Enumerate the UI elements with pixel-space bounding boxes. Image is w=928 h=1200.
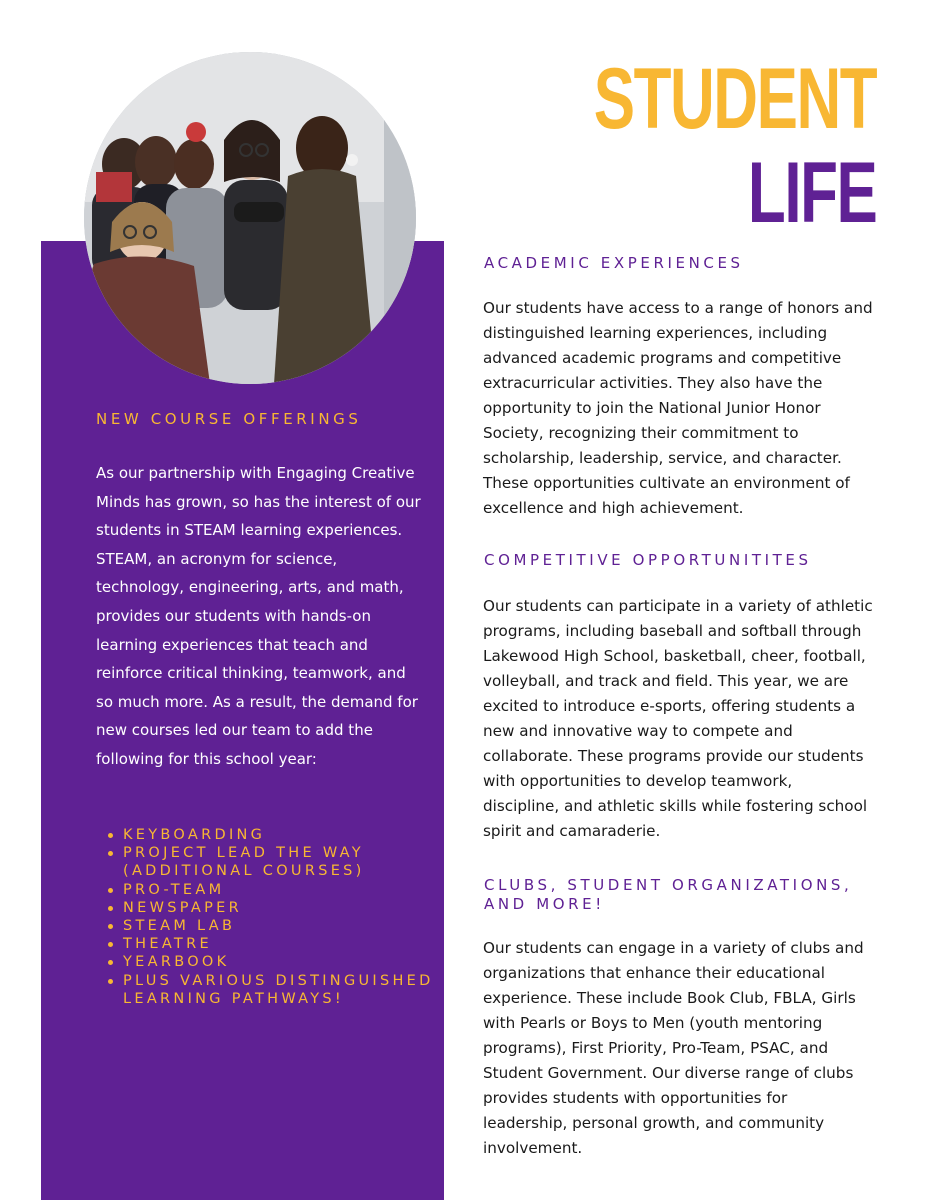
title-student: STUDENT <box>593 51 876 147</box>
group-photo-of-students-icon <box>84 52 416 384</box>
heading-clubs-organizations: CLUBS, STUDENT ORGANIZATIONS, AND MORE! <box>484 876 853 913</box>
students-group-photo <box>84 52 416 384</box>
new-course-list <box>104 826 443 1008</box>
list-item: PROJECT LEAD THE WAY (ADDITIONAL COURSES) <box>123 844 443 880</box>
list-item: PRO-TEAM <box>123 881 443 899</box>
clubs-organizations-body: Our students can engage in a variety of clubs and organizations that enhance their educational experience. These include Book Club, FBLA, Girls with Pearls or Boys to Men (youth mentoring programs), First Priority, Pro-Team, PSAC, and Student Government. Our diverse range of clubs provides students with opportunities for leadership, personal growth, and community involvement. <box>483 939 864 1157</box>
list-item: YEARBOOK <box>123 953 443 971</box>
heading-academic-experiences: ACADEMIC EXPERIENCES <box>484 254 744 272</box>
competitive-opportunities-body: Our students can participate in a variety of athletic programs, including baseball and softball through Lakewood High School, basketball, cheer, football, volleyball, and track and field. This year, we are excited to introduce e-sports, offering students a new and innovative way to compete and collaborate. These programs provide our students with opportunities to develop teamwork, discipline, and athletic skills while fostering school spirit and camaraderie. <box>483 597 873 840</box>
new-course-offerings-body: As our partnership with Engaging Creative Minds has grown, so has the interest of our students in STEAM learning experiences. STEAM, an acronym for science, technology, engineering, arts, and math, provides our students with hands-on learning experiences that teach and reinforce critical thinking, teamwork, and so much more. As a result, the demand for new courses led our team to add the following for this school year: <box>96 464 421 768</box>
title-life: LIFE <box>747 145 876 241</box>
academic-experiences-body: Our students have access to a range of honors and distinguished learning experiences, including advanced academic programs and competitive extracurricular activities. They also have the opportunity to join the National Junior Honor Society, recognizing their commitment to scholarship, leadership, service, and character. These opportunities cultivate an environment of excellence and high achievement. <box>483 299 873 517</box>
heading-new-course-offerings: NEW COURSE OFFERINGS <box>96 410 362 428</box>
list-item: KEYBOARDING <box>123 826 443 844</box>
heading-competitive-opportunities: COMPETITIVE OPPORTUNITITES <box>484 551 812 569</box>
list-item: NEWSPAPER <box>123 899 443 917</box>
list-item: THEATRE <box>123 935 443 953</box>
list-item: PLUS VARIOUS DISTINGUISHED LEARNING PATHWAYS! <box>123 972 443 1008</box>
list-item: STEAM LAB <box>123 917 443 935</box>
